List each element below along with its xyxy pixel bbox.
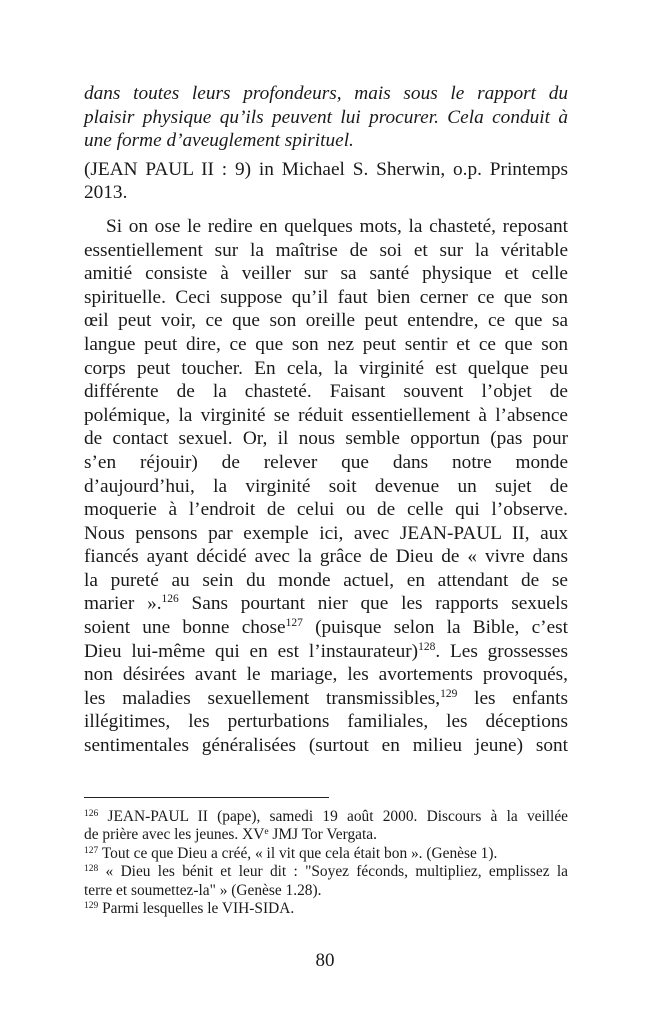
text-run: de prière avec les jeunes. XV [84,826,265,844]
text-run: (puisque selon la Bible, c’est [302,617,568,639]
paragraph-line: illégitimes, les perturbations familiales, les déceptions [84,711,568,733]
footnote-separator [84,797,329,798]
text-run: les enfants [457,687,568,709]
paragraph-line: fiancés ayant décidé avec la grâce de Dieu de « vivre dans [84,546,568,568]
paragraph-line [84,687,568,711]
footnote-127 [84,845,568,863]
paragraph-line: de contact sexuel. Or, il nous semble opportun (pas pour [84,428,568,450]
footnote-ref-128[interactable]: 128 [418,640,436,653]
text-run: Parmi lesquelles le VIH-SIDA. [98,900,295,918]
paragraph-line: langue peut dire, ce que son nez peut sentir et ce que son [84,333,568,355]
footnote-ref-129[interactable]: 129 [440,687,458,700]
footnote-ref-126[interactable]: 126 [161,593,179,606]
paragraph-line: spirituelle. Ceci suppose qu’il faut bien cerner ce que son [84,286,568,308]
paragraph-line: sentimentales généralisées (surtout en milieu jeune) sont [84,735,568,757]
footnote-line [84,900,568,918]
footnote-number: 126 [84,809,99,819]
main-paragraph [84,215,568,758]
paragraph-line: moquerie à l’endroit de celui ou de celle qui l’observe. [84,499,568,521]
footnote-128 [84,863,568,900]
footnote-number: 127 [84,845,99,856]
superscript: e [264,827,269,838]
paragraph-line: la pureté au sein du monde actuel, en attendant de se [84,569,568,591]
quote-line: une forme d’aveuglement spirituel. [84,130,354,152]
quote-source [84,158,568,205]
footnote-number: 128 [84,864,99,875]
footnote-ref-127[interactable]: 127 [285,617,303,630]
source-line: 2013. [84,182,128,204]
text-run: JEAN-PAUL II (pape), samedi 19 août 2000. Discours à la veillée [98,808,568,825]
text-run: « Dieu les bénit et leur dit : "Soyez féconds, multipliez, emplissez la [98,863,568,881]
paragraph-line: œil peut voir, ce que son oreille peut entendre, ce que sa [84,310,568,332]
paragraph-line: Si on ose le redire en quelques mots, la chasteté, reposant [106,215,568,237]
paragraph-line: différente de la chasteté. Faisant souvent l’objet de [84,381,568,403]
footnote-line [84,845,568,863]
footnote-129 [84,900,568,918]
paragraph-line: essentiellement sur la maîtrise de soi et sur la véritable [84,239,568,261]
text-run: Dieu lui-même qui en est l’instaurateur) [84,640,419,662]
paragraph-line [84,616,568,640]
page-body [84,82,568,758]
paragraph-line [84,640,568,664]
text-run: JMJ Tor Vergata. [268,826,377,844]
footnote-number: 129 [84,901,99,912]
paragraph-line: amitié consiste à veiller sur sa santé physique et celle [84,263,568,285]
text-run: Sans pourtant nier que les rapports sexuels [178,593,568,615]
text-run: . Les grossesses [435,640,568,662]
footnote-line [84,826,568,844]
quote-line: dans toutes leurs profondeurs, mais sous le rapport du [84,83,568,104]
text-run: soient une bonne chose [84,617,286,639]
footnote-126 [84,808,568,845]
paragraph-line: Nous pensons par exemple ici, avec JEAN-PAUL II, aux [84,522,568,544]
footnote-line [84,863,568,881]
paragraph-line: corps peut toucher. En cela, la virginité est quelque peu [84,357,568,379]
paragraph-line: non désirées avant le mariage, les avortements provoqués, [84,664,568,686]
paragraph-line: s’en réjouir) de relever que dans notre monde [84,451,568,473]
source-line: (JEAN PAUL II : 9) in Michael S. Sherwin, o.p. Printemps [84,158,568,180]
text-run: Tout ce que Dieu a créé, « il vit que cela était bon ». (Genèse 1). [98,844,498,862]
footnote-line: terre et soumettez-la" » (Genèse 1.28). [84,881,322,899]
page-number: 80 [315,950,335,971]
footnotes [84,808,568,918]
text-run: marier ». [84,593,162,615]
quote-line: plaisir physique qu’ils peuvent lui procurer. Cela conduit à [84,106,568,128]
paragraph-line: d’aujourd’hui, la virginité soit devenue un sujet de [84,475,568,497]
italic-quote [84,82,568,153]
paragraph-line: polémique, la virginité se réduit essentiellement à l’absence [84,404,568,426]
footnote-line [84,808,568,826]
text-run: les maladies sexuellement transmissibles, [84,687,441,709]
paragraph-line [84,592,568,616]
